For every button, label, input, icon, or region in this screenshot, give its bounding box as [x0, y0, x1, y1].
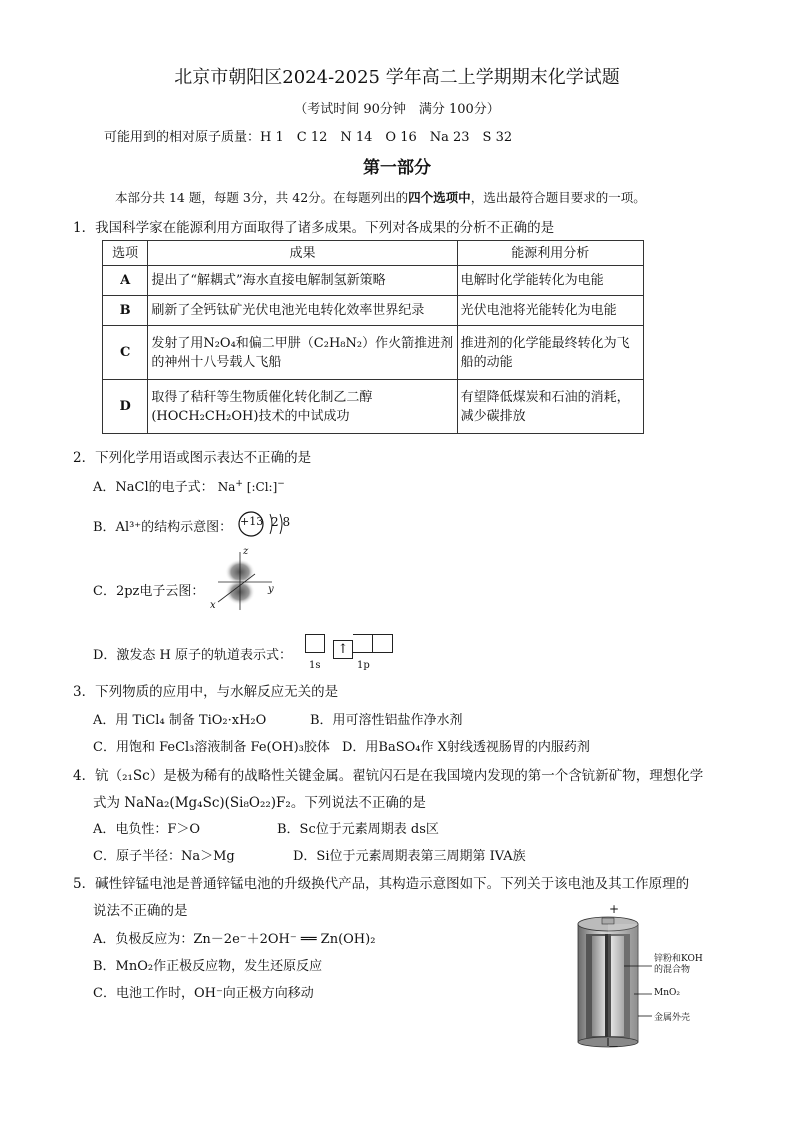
table-row — [103, 326, 644, 380]
label-zinc-koh: 锌粉和KOH 的混合物 — [654, 954, 703, 975]
orbital-cloud-figure — [200, 546, 280, 616]
row-key: B — [103, 296, 148, 326]
row-key: C — [103, 326, 148, 380]
q4-option-c: C．原子半径：Na＞Mg — [93, 849, 235, 864]
axis-z: z — [243, 546, 249, 557]
page-title: 北京市朝阳区2024-2025 学年高二上学期期末化学试题 — [174, 67, 620, 88]
row-analysis: 推进剂的化学能最终转化为飞船的动能 — [457, 326, 643, 380]
q5-option-c: C．电池工作时，OH⁻向正极方向移动 — [93, 986, 314, 1001]
orbital-box-2p1: ↑ — [333, 640, 353, 659]
exam-info: （考试时间 90分钟 满分 100分） — [294, 102, 500, 117]
orbital-box-2p3 — [373, 634, 393, 653]
positive-terminal-label: + — [609, 902, 620, 916]
orbital-label-1s: 1s — [309, 660, 321, 671]
q4-option-d: D．Si位于元素周期表第三周期第 IVA族 — [293, 849, 526, 864]
q4-option-b: B．Sc位于元素周期表 ds区 — [277, 822, 439, 837]
nacl-formula: Na+ [:Cl:]− — [217, 479, 285, 494]
part-title: 第一部分 — [363, 158, 431, 178]
orbital-diagram — [305, 634, 393, 671]
label-metal-shell: 金属外壳 — [654, 1013, 691, 1023]
shell-electrons: 2 8 — [271, 515, 291, 529]
q5-stem-line2: 说法不正确的是 — [93, 903, 188, 919]
orbital-label-1p: 1p — [357, 660, 370, 671]
al-structure-diagram — [237, 510, 297, 544]
table-row — [103, 266, 644, 296]
orbital-box-2p2 — [353, 634, 373, 653]
q2-stem: 2．下列化学用语或图示表达不正确的是 — [73, 450, 312, 466]
table-header-row — [103, 241, 644, 266]
row-result: 取得了秸秆等生物质催化转化制乙二醇(HOCH₂CH₂OH)技术的中试成功 — [148, 380, 457, 434]
row-result: 刷新了全钙钛矿光伏电池光电转化效率世界纪录 — [148, 296, 457, 326]
q1-table — [102, 240, 644, 434]
q2-option-b: B．Al³⁺的结构示意图： — [93, 520, 233, 535]
q3-stem: 3．下列物质的应用中，与水解反应无关的是 — [73, 684, 339, 700]
col-result: 成果 — [148, 241, 457, 266]
row-result: 发射了用N₂O₄和偏二甲肼（C₂H₈N₂）作火箭推进剂的神州十八号载人飞船 — [148, 326, 457, 380]
row-analysis: 电解时化学能转化为电能 — [457, 266, 643, 296]
battery-figure — [572, 902, 712, 1053]
table-row — [103, 296, 644, 326]
label-mno2: MnO₂ — [654, 988, 680, 998]
q2-option-d: D．激发态 H 原子的轨道表示式： — [93, 648, 293, 663]
q1-stem: 1．我国科学家在能源利用方面取得了诸多成果。下列对各成果的分析不正确的是 — [73, 220, 555, 236]
q4-stem-line2: 式为 NaNa₂(Mg₄Sc)(Si₈O₂₂)F₂。下列说法不正确的是 — [93, 795, 426, 811]
q3-option-d: D．用BaSO₄作 X射线透视肠胃的内服药剂 — [342, 740, 590, 755]
col-analysis: 能源利用分析 — [457, 241, 643, 266]
q5-option-a: A．负极反应为：Zn－2e⁻＋2OH⁻ ══ Zn(OH)₂ — [93, 932, 376, 947]
q5-stem-line1: 5．碱性锌锰电池是普通锌锰电池的升级换代产品，其构造示意图如下。下列关于该电池及其工作原理的 — [73, 876, 690, 892]
q4-option-a: A．电负性：F＞O — [93, 822, 201, 837]
row-key: A — [103, 266, 148, 296]
col-option: 选项 — [103, 241, 148, 266]
orbital-box-1s — [305, 634, 325, 653]
part-intro: 本部分共 14 题，每题 3分，共 42分。在每题列出的四个选项中，选出最符合题目要求的一项。 — [115, 190, 646, 205]
q3-option-c: C．用饱和 FeCl₃溶液制备 Fe(OH)₃胶体 — [93, 740, 330, 755]
table-row — [103, 380, 644, 434]
atomic-masses: 可能用到的相对原子质量：H 1 C 12 N 14 O 16 Na 23 S 32 — [104, 130, 513, 145]
row-analysis: 有望降低煤炭和石油的消耗，减少碳排放 — [457, 380, 643, 434]
negative-terminal-label: － — [608, 1040, 619, 1053]
row-result: 提出了“解耦式”海水直接电解制氢新策略 — [148, 266, 457, 296]
q3-option-b: B．用可溶性铝盐作净水剂 — [310, 713, 463, 728]
q5-option-b: B．MnO₂作正极反应物，发生还原反应 — [93, 959, 323, 974]
q2-option-a: A．NaCl的电子式： Na+ [:Cl:]− — [93, 479, 285, 495]
axis-y: y — [268, 584, 274, 595]
row-analysis: 光伏电池将光能转化为电能 — [457, 296, 643, 326]
q3-option-a: A．用 TiCl₄ 制备 TiO₂·xH₂O — [93, 713, 267, 728]
row-key: D — [103, 380, 148, 434]
q4-stem-line1: 4．钪（₂₁Sc）是极为稀有的战略性关键金属。翟钪闪石是在我国境内发现的第一个含钪新矿物，理想化学 — [73, 768, 704, 784]
nucleus-label: +13 — [240, 515, 264, 528]
axis-x: x — [210, 600, 216, 611]
q2-option-c: C．2pz电子云图： — [93, 584, 205, 599]
